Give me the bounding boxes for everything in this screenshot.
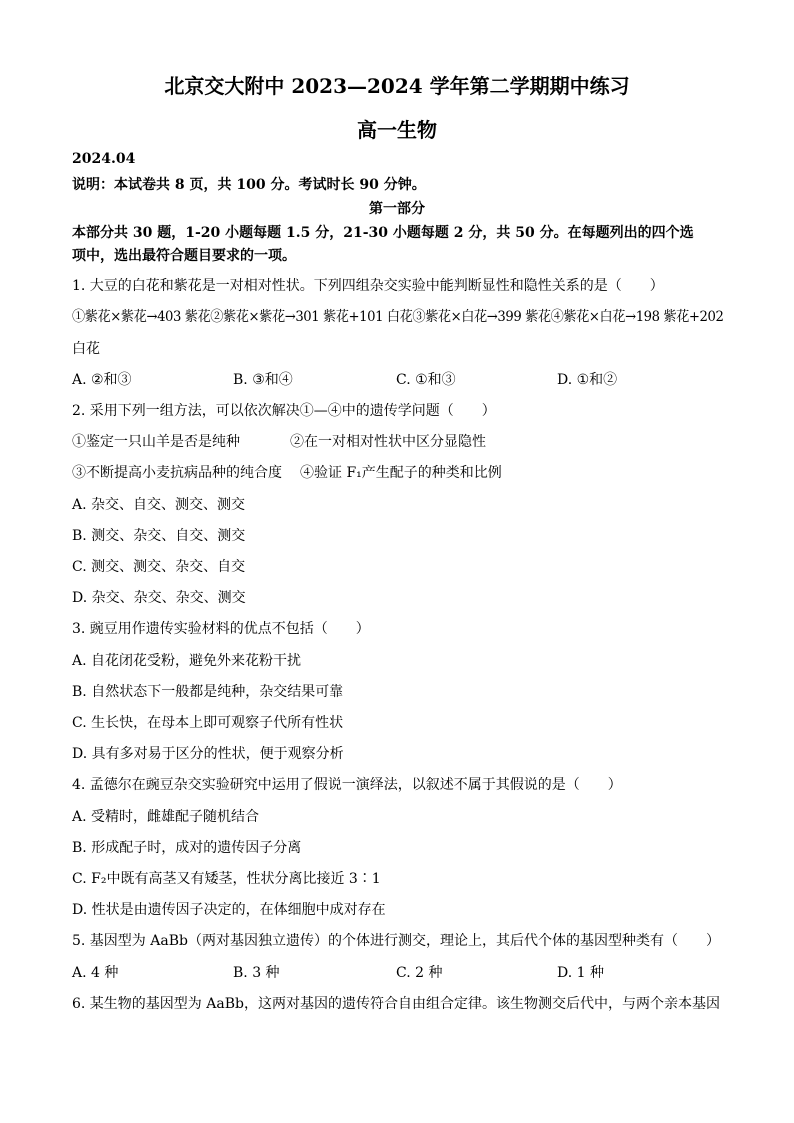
q5-option-b: B. 3 种 bbox=[233, 965, 280, 981]
exam-instructions: 说明：本试卷共 8 页，共 100 分。考试时长 90 分钟。 bbox=[72, 177, 426, 193]
q3-stem: 3. 豌豆用作遗传实验材料的优点不包括（ ） bbox=[72, 621, 370, 637]
q2-item-4: ④验证 F₁产生配子的种类和比例 bbox=[300, 465, 502, 481]
q4-option-a: A. 受精时，雌雄配子随机结合 bbox=[72, 809, 260, 825]
q1-option-c: C. ①和③ bbox=[396, 372, 456, 388]
q4-stem: 4. 孟德尔在豌豆杂交实验研究中运用了假说一演绎法，以叙述不属于其假说的是（ ） bbox=[72, 777, 622, 793]
q5-option-d: D. 1 种 bbox=[557, 965, 604, 981]
q4-option-c: C. F₂中既有高茎又有矮茎，性状分离比接近 3∶1 bbox=[72, 871, 381, 887]
q1-stem: 1. 大豆的白花和紫花是一对相对性状。下列四组杂交实验中能判断显性和隐性关系的是（ ） bbox=[72, 278, 664, 294]
q3-option-b: B. 自然状态下一般都是纯种，杂交结果可靠 bbox=[72, 684, 344, 700]
exam-subject: 高一生物 bbox=[357, 118, 437, 142]
q3-option-d: D. 具有多对易于区分的性状，便于观察分析 bbox=[72, 746, 344, 762]
exam-date: 2024.04 bbox=[72, 151, 136, 167]
q5-stem: 5. 基因型为 AaBb（两对基因独立遗传）的个体进行测交，理论上，其后代个体的基因型种类有（ ） bbox=[72, 933, 720, 949]
q5-option-a: A. 4 种 bbox=[72, 965, 119, 981]
q2-option-b: B. 测交、杂交、自交、测交 bbox=[72, 528, 246, 544]
q1-option-d: D. ①和② bbox=[557, 372, 618, 388]
section-name: 第一部分 bbox=[369, 201, 425, 217]
section-desc-2: 项中，选出最符合题目要求的一项。 bbox=[72, 248, 296, 264]
q5-option-c: C. 2 种 bbox=[396, 965, 443, 981]
q2-stem: 2. 采用下列一组方法，可以依次解决①—④中的遗传学问题（ ） bbox=[72, 403, 496, 419]
q2-item-3: ③不断提高小麦抗病品种的纯合度 bbox=[72, 465, 282, 481]
section-desc-1: 本部分共 30 题，1-20 小题每题 1.5 分，21-30 小题每题 2 分，共 50 分。在每题列出的四个选 bbox=[72, 225, 694, 241]
q3-option-a: A. 自花闭花受粉，避免外来花粉干扰 bbox=[72, 653, 302, 669]
q6-stem: 6. 某生物的基因型为 AaBb，这两对基因的遗传符合自由组合定律。该生物测交后代中，与两个亲本基因 bbox=[72, 996, 720, 1012]
exam-title: 北京交大附中 2023—2024 学年第二学期期中练习 bbox=[164, 74, 630, 98]
q4-option-b: B. 形成配子时，成对的遗传因子分离 bbox=[72, 840, 302, 856]
q2-option-d: D. 杂交、杂交、杂交、测交 bbox=[72, 590, 246, 606]
q2-item-1: ①鉴定一只山羊是否是纯种 bbox=[72, 434, 240, 450]
q1-line3: 白花 bbox=[72, 341, 100, 357]
q2-item-2: ②在一对相对性状中区分显隐性 bbox=[290, 434, 486, 450]
q1-option-a: A. ②和③ bbox=[72, 372, 132, 388]
q1-option-b: B. ③和④ bbox=[233, 372, 293, 388]
q4-option-d: D. 性状是由遗传因子决定的，在体细胞中成对存在 bbox=[72, 902, 386, 918]
q2-option-c: C. 测交、测交、杂交、自交 bbox=[72, 559, 246, 575]
q1-line2: ①紫花×紫花→403 紫花②紫花×紫花→301 紫花+101 白花③紫花×白花→399 紫花④紫花×白花→198 紫花+202 bbox=[72, 309, 724, 325]
q2-option-a: A. 杂交、自交、测交、测交 bbox=[72, 497, 246, 513]
q3-option-c: C. 生长快，在母本上即可观察子代所有性状 bbox=[72, 715, 344, 731]
